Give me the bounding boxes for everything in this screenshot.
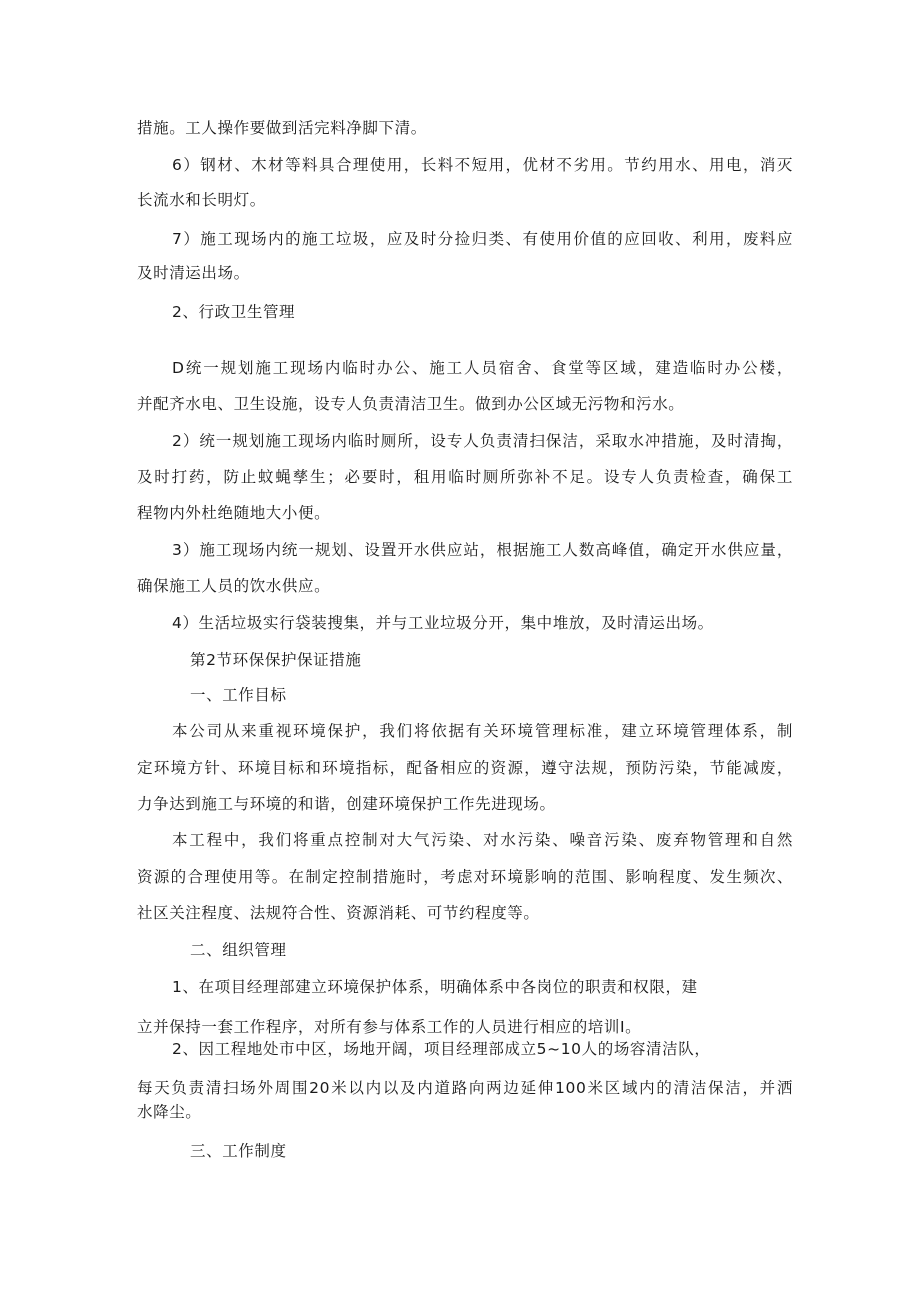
text-line: 3）施工现场内统一规划、设置开水供应站，根据施工人数高峰值，确定开水供应量， bbox=[172, 541, 793, 559]
text-line: 长流水和长明灯。 bbox=[137, 191, 266, 209]
section-heading: 三、工作制度 bbox=[190, 1142, 287, 1160]
section-heading: 第2节环保保护保证措施 bbox=[190, 651, 362, 669]
text-line: 4）生活垃圾实行袋装搜集，并与工业垃圾分开，集中堆放，及时清运出场。 bbox=[172, 614, 714, 632]
text-line: 1、在项目经理部建立环境保护体系，明确体系中各岗位的职责和权限，建 bbox=[172, 978, 698, 996]
text-line: 并配齐水电、卫生设施，设专人负责清洁卫生。做到办公区域无污物和污水。 bbox=[137, 395, 685, 413]
section-heading: 一、工作目标 bbox=[190, 686, 287, 704]
text-line: 程物内外杜绝随地大小便。 bbox=[137, 504, 331, 522]
text-line: 7）施工现场内的施工垃圾，应及时分捡归类、有使用价值的应回收、利用，废料应 bbox=[172, 230, 793, 248]
text-line: 确保施工人员的饮水供应。 bbox=[137, 577, 331, 595]
text-line: 社区关注程度、法规符合性、资源消耗、可节约程度等。 bbox=[137, 904, 540, 922]
text-line: 及时清运出场。 bbox=[137, 264, 250, 282]
text-line: 资源的合理使用等。在制定控制措施时，考虑对环境影响的范围、影响程度、发生频次、 bbox=[137, 868, 793, 886]
text-line: 立并保持一套工作程序，对所有参与体系工作的人员进行相应的培训I。 bbox=[137, 1018, 642, 1036]
text-line: 6）钢材、木材等料具合理使用，长料不短用，优材不劣用。节约用水、用电，消灭 bbox=[172, 156, 793, 174]
section-heading: 二、组织管理 bbox=[190, 941, 287, 959]
text-line: 2）统一规划施工现场内临时厕所，设专人负责清扫保洁，采取水冲措施，及时清掏， bbox=[172, 432, 793, 450]
text-line: 每天负责清扫场外周围20米以内以及内道路向两边延伸100米区域内的清洁保洁，并洒 bbox=[137, 1079, 793, 1097]
text-line: D统一规划施工现场内临时办公、施工人员宿舍、食堂等区域，建造临时办公楼， bbox=[172, 359, 793, 377]
text-line: 措施。工人操作要做到活完料净脚下清。 bbox=[137, 119, 427, 137]
text-line: 水降尘。 bbox=[137, 1103, 202, 1121]
text-line: 2、因工程地处市中区，场地开阔，项目经理部成立5~10人的场容清洁队， bbox=[172, 1040, 711, 1058]
text-line: 本工程中，我们将重点控制对大气污染、对水污染、噪音污染、废弃物管理和自然 bbox=[172, 831, 793, 849]
text-line: 及时打药，防止蚊蝇孳生；必要时，租用临时厕所弥补不足。设专人负责检查，确保工 bbox=[137, 468, 793, 486]
text-line: 力争达到施工与环境的和谐，创建环境保护工作先进现场。 bbox=[137, 795, 556, 813]
text-line: 本公司从来重视环境保护，我们将依据有关环境管理标准，建立环境管理体系，制 bbox=[172, 722, 793, 740]
text-line: 定环境方针、环境目标和环境指标，配备相应的资源，遵守法规，预防污染，节能减废， bbox=[137, 759, 793, 777]
section-heading: 2、行政卫生管理 bbox=[172, 303, 296, 321]
